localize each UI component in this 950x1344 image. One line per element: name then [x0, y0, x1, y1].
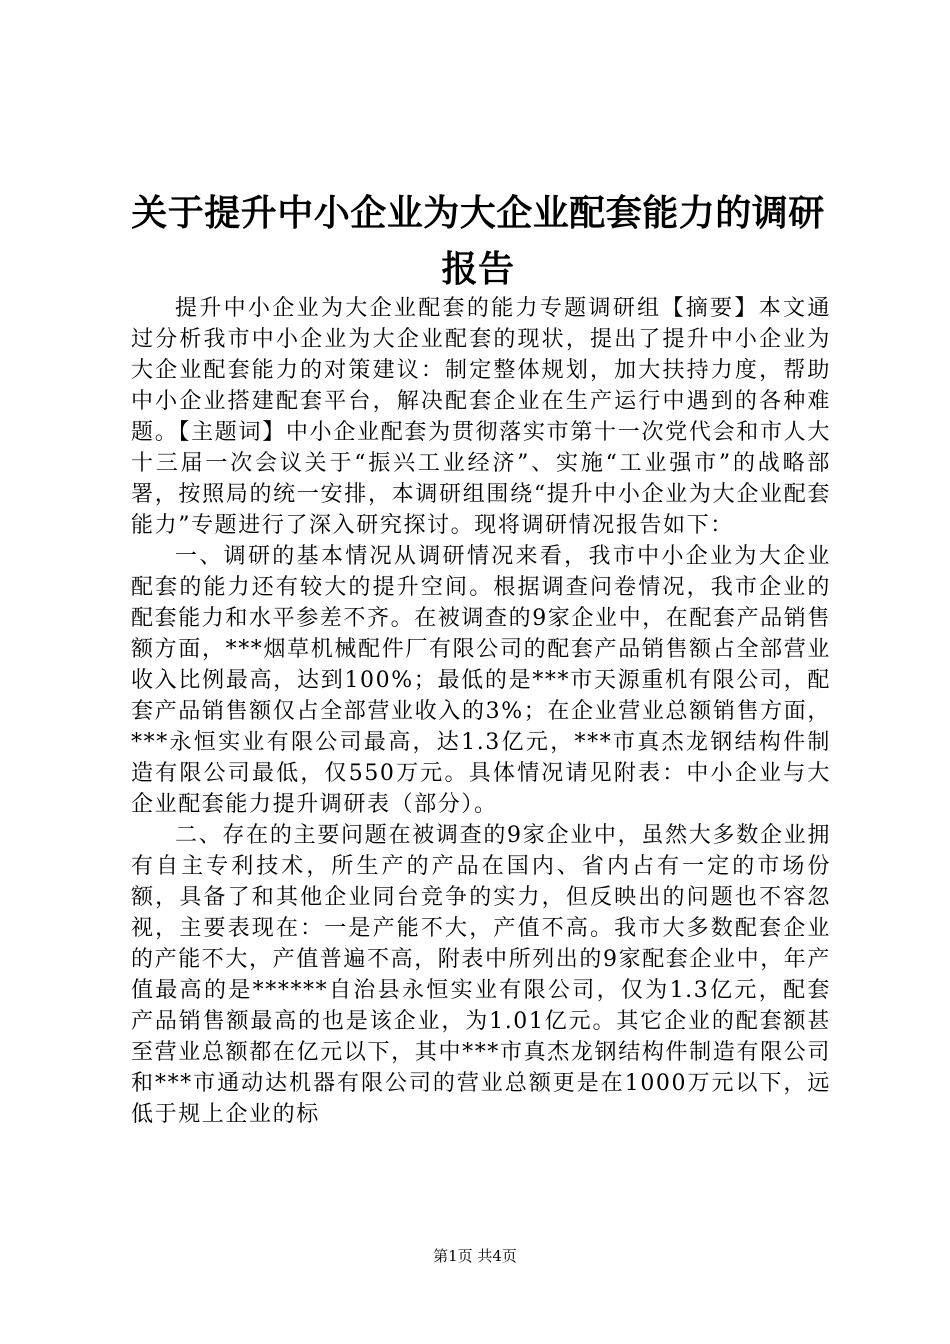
document-title: 关于提升中小企业为大企业配套能力的调研报告 [131, 192, 825, 290]
document-body [131, 293, 831, 1130]
page-number-footer: 第1页 共4页 [433, 1247, 517, 1265]
paragraph-main-problems: 二、存在的主要问题在被调查的9家企业中，虽然大多数企业拥有自主专利技术，所生产的产品在国内、省内占有一定的市场份额，具备了和其他企业同台竞争的实力，但反映出的问题也不容忽视，主要表现在：一是产能不大，产值不高。我市大多数配套企业的产能不大，产值普遍不高，附表中所列出的9家配套企业中，年产值最高的是******自治县永恒实业有限公司，仅为1.3亿元，配套产品销售额最高的也是该企业，为1.01亿元。其它企业的配套额甚至营业总额都在亿元以下，其中***市真杰龙钢结构件制造有限公司和***市通动达机器有限公司的营业总额更是在1000万元以下，远低于规上企业的标 [131, 823, 831, 1127]
paragraph-basic-situation: 一、调研的基本情况从调研情况来看，我市中小企业为大企业配套的能力还有较大的提升空间。根据调查问卷情况，我市企业的配套能力和水平参差不齐。在被调查的9家企业中，在配套产品销售额方面，***烟草机械配件厂有限公司的配套产品销售额占全部营业收入比例最高，达到100%；最低的是***市天源重机有限公司，配套产品销售额仅占全部营业收入的3%；在企业营业总额销售方面，***永恒实业有限公司最高，达1.3亿元，***市真杰龙钢结构件制造有限公司最低，仅550万元。具体情况请见附表：中小企业与大企业配套能力提升调研表（部分）。 [131, 544, 831, 817]
paragraph-abstract: 提升中小企业为大企业配套的能力专题调研组【摘要】本文通过分析我市中小企业为大企业配套的现状，提出了提升中小企业为大企业配套能力的对策建议：制定整体规划，加大扶持力度，帮助中小企业搭建配套平台，解决配套企业在生产运行中遇到的各种难题。【主题词】中小企业配套为贯彻落实市第十一次党代会和市人大十三届一次会议关于“振兴工业经济”、实施“工业强市”的战略部署，按照局的统一安排，本调研组围绕“提升中小企业为大企业配套能力”专题进行了深入研究探讨。现将调研情况报告如下： [131, 296, 831, 538]
